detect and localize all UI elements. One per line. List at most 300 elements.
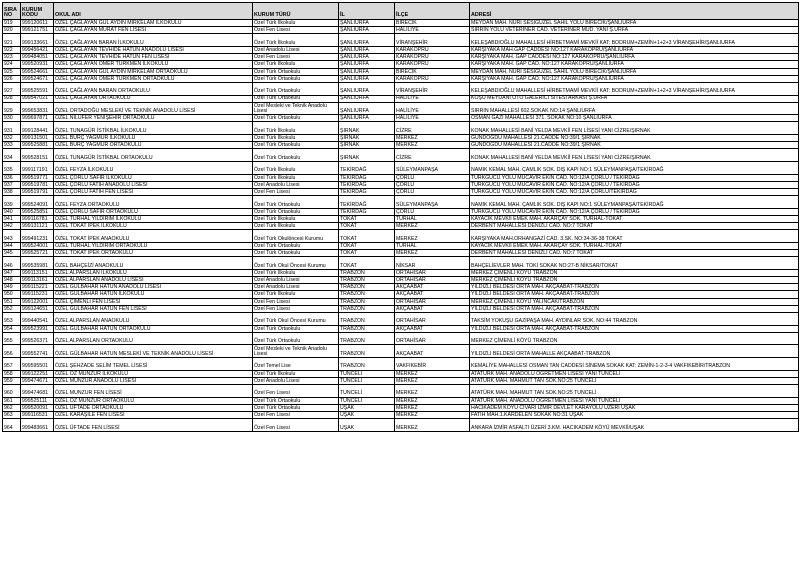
cell-il: ŞIRNAK [339,142,395,149]
cell-il: TUNCELİ [339,384,395,397]
table-row [3,404,799,411]
cell-kurum-kodu: 999133661 [21,34,54,47]
cell-okul-adi: ÖZEL ÇAĞLAYAN TEVHİDE HATUN ANADOLU LİSESİ [54,46,253,53]
cell-ilce: MERKEZ [395,135,470,142]
cell-ilce: MERKEZ [395,397,470,404]
cell-okul-adi: ÖZEL NİLÜFER YENİŞEHİR ORTAOKULU [54,115,253,122]
cell-kurum-kodu: 999524661 [21,68,54,75]
cell-okul-adi: ÖZEL KARAŞİLE FEN LİSESİ [54,411,253,418]
cell-kurum-kodu: 999131501 [21,135,54,142]
cell-sira-no: 938 [3,189,21,196]
table-row [3,122,799,135]
cell-il: ŞIRNAK [339,135,395,142]
cell-sira-no: 941 [3,215,21,222]
table-row [3,149,799,162]
cell-sira-no: 960 [3,384,21,397]
cell-okul-adi: ÖZEL GÜLBAHAR HATUN ANADOLU LİSESİ [54,284,253,291]
cell-okul-adi: ÖZEL TOKAT İPEK İLKOKULU [54,223,253,230]
cell-kurum-turu: Özel Türk Ortaokulu [253,68,339,75]
cell-ilce: ÇORLU [395,189,470,196]
cell-sira-no: 919 [3,20,21,27]
cell-sira-no: 942 [3,223,21,230]
cell-sira-no: 951 [3,298,21,305]
cell-okul-adi: ÖZEL TOKAT İPEK ORTAOKULU [54,250,253,257]
header-sira-no: SIRA NO [3,3,21,20]
cell-kurum-kodu: 999524091 [21,196,54,209]
cell-ilce: HALİLİYE [395,102,470,115]
cell-ilce: BİRECİK [395,68,470,75]
cell-kurum-kodu: 999113151 [21,269,54,276]
cell-kurum-turu: Özel Anadolu Lisesi [253,377,339,384]
cell-adresi: ATATÜRK MAH. ANADOLU ÖĞRETMEN LİSESİ YANI TUNCELİ [470,397,799,404]
cell-okul-adi: ÖZEL ÇAĞLAYAN TEVHİDE HATUN FEN LİSESİ [54,54,253,61]
cell-sira-no: 928 [3,95,21,102]
cell-ilce: BİRECİK [395,20,470,27]
cell-kurum-kodu: 999525851 [21,208,54,215]
cell-okul-adi: ÖZEL ÇORLU SAFİR İLKOKULU [54,174,253,181]
cell-adresi: MEYDAN MAH. NURİ SESİGÜZEL SAHİL YOLU BİRECİK/ŞANLIURFA [470,20,799,27]
cell-sira-no: 945 [3,250,21,257]
cell-okul-adi: ÖZEL TUNAGÜR İSTİKBAL İLKOKULU [54,122,253,135]
cell-il: TEKİRDAĞ [339,162,395,175]
cell-ilce: KARAKÖPRÜ [395,46,470,53]
cell-kurum-turu: Özel Türk Okul Öncesi Kurumu [253,313,339,326]
cell-kurum-kodu: 999519781 [21,181,54,188]
cell-ilce: KARAKÖPRÜ [395,54,470,61]
cell-ilce: ORTAHİSAR [395,277,470,284]
table-header-row [3,3,799,20]
cell-il: ŞIRNAK [339,149,395,162]
cell-kurum-turu: Özel Türk İlkokulu [253,122,339,135]
cell-adresi: HACIKADEM KÖYÜ CİVARI İZMİR DEVLET KARAYOLU ÜZERİ UŞAK [470,404,799,411]
cell-kurum-kodu: 999520091 [21,404,54,411]
header-kurum-turu: KURUM TÜRÜ [253,3,339,20]
cell-kurum-turu: Özel Türk Ortaokulu [253,250,339,257]
cell-adresi: KEMALİYE MAHALLESİ OSMAN TAN CADDESİ SİNEMA SOKAK KAT: ZEMİN-1-2-3-4 VAKFIKEBİR/TRABZON [470,358,799,371]
header-okul-adi: OKUL ADI [54,3,253,20]
table-row [3,411,799,418]
cell-sira-no: 943 [3,230,21,243]
cell-ilce: KARAKÖPRÜ [395,61,470,68]
cell-il: TOKAT [339,250,395,257]
cell-sira-no: 950 [3,291,21,298]
table-row [3,215,799,222]
table-row [3,284,799,291]
cell-adresi: MERKEZ ÇİMENLİ KÖYÜ TRABZON [470,277,799,284]
cell-kurum-turu: Özel Anadolu Lisesi [253,284,339,291]
cell-il: TRABZON [339,325,395,332]
school-list-table [2,2,799,432]
cell-il: UŞAK [339,404,395,411]
cell-ilce: SÜLEYMANPAŞA [395,162,470,175]
cell-okul-adi: ÖZEL ÜFTADE FEN LİSESİ [54,419,253,432]
table-row [3,291,799,298]
cell-kurum-kodu: 999491231 [21,230,54,243]
table-row [3,20,799,27]
cell-ilce: MERKEZ [395,384,470,397]
cell-kurum-kodu: 999519791 [21,189,54,196]
cell-kurum-kodu: 999117191 [21,162,54,175]
cell-ilce: KARAKÖPRÜ [395,75,470,82]
cell-adresi: MERKEZ ÇİMENLİ KÖYÜ TRABZON [470,269,799,276]
cell-sira-no: 930 [3,115,21,122]
table-row [3,135,799,142]
cell-sira-no: 953 [3,313,21,326]
cell-kurum-kodu: 999122001 [21,298,54,305]
cell-okul-adi: ÖZEL GÜLBAHAR HATUN MESLEKİ VE TEKNİK ANADOLU LİSESİ [54,345,253,358]
cell-kurum-turu: Özel Türk Ortaokulu [253,142,339,149]
table-row [3,298,799,305]
cell-sira-no: 944 [3,242,21,249]
cell-adresi: KAYACIK MEVKİİ EMEK MAH. AKARÇAY SOK. TURHAL-TOKAT [470,242,799,249]
cell-kurum-kodu: 999121751 [21,27,54,34]
cell-adresi: DERBENT MAHALLESİ DENİZLİ CAD. NO:7 TOKAT [470,223,799,230]
cell-kurum-kodu: 999524001 [21,242,54,249]
cell-sira-no: 939 [3,196,21,209]
cell-okul-adi: ÖZEL ALPARSLAN İLKOKULU [54,269,253,276]
cell-il: ŞANLIURFA [339,68,395,75]
table-row [3,325,799,332]
cell-kurum-turu: Özel Anadolu Lisesi [253,277,339,284]
table-row [3,345,799,358]
cell-il: TRABZON [339,358,395,371]
table-row [3,75,799,82]
cell-okul-adi: ÖZEL TOKAT İPEK ANAOKULU [54,230,253,243]
cell-kurum-kodu: 999113161 [21,277,54,284]
cell-sira-no: 964 [3,419,21,432]
cell-okul-adi: ÖZEL GÜLBAHAR HATUN ORTAOKULU [54,325,253,332]
cell-sira-no: 957 [3,358,21,371]
cell-il: ŞANLIURFA [339,102,395,115]
cell-sira-no: 963 [3,411,21,418]
cell-adresi: KELEŞABDIOĞLU MAHALLESİ HİRBETMAMİ MEVKİİ KAT: BODRUM+ZEMİN+1+2+3 VİRANŞEHİR/ŞANLIURFA [470,34,799,47]
header-il: İL [339,3,395,20]
cell-kurum-turu: Özel Türk İlkokulu [253,370,339,377]
table-row [3,358,799,371]
cell-adresi: TÜRKGÜCÜ YOLU MÜCAVİR EKİN CAD. NO:12/A ÇORLU / TEKİRDAĞ [470,208,799,215]
cell-sira-no: 954 [3,325,21,332]
cell-il: TOKAT [339,242,395,249]
cell-il: TUNCELİ [339,397,395,404]
cell-sira-no: 921 [3,34,21,47]
cell-il: TOKAT [339,230,395,243]
cell-sira-no: 962 [3,404,21,411]
cell-kurum-turu: Özel Türk İlkokulu [253,20,339,27]
cell-kurum-turu: Özel Türk Ortaokulu [253,115,339,122]
cell-il: ŞANLIURFA [339,34,395,47]
cell-sira-no: 932 [3,135,21,142]
cell-sira-no: 952 [3,305,21,312]
cell-adresi: KARŞIYAKA MAH. GAP CADDESİ NO:127 KARAKÖPRÜ/ŞANLIURFA [470,54,799,61]
cell-il: TEKİRDAĞ [339,189,395,196]
cell-sira-no: 955 [3,332,21,345]
cell-kurum-turu: Özel Türk Ortaokulu [253,149,339,162]
cell-kurum-turu: Özel Fen Lisesi [253,384,339,397]
cell-sira-no: 926 [3,75,21,82]
cell-okul-adi: ÖZEL BURÇ YAĞMUR ORTAOKULU [54,142,253,149]
cell-il: ŞANLIURFA [339,54,395,61]
cell-kurum-kodu: 999519771 [21,174,54,181]
cell-il: TOKAT [339,257,395,270]
cell-kurum-kodu: 999116781 [21,215,54,222]
cell-sira-no: 920 [3,27,21,34]
cell-il: ŞANLIURFA [339,46,395,53]
table-body [3,20,799,432]
cell-sira-no: 948 [3,277,21,284]
cell-kurum-kodu: 999525111 [21,397,54,404]
cell-sira-no: 949 [3,284,21,291]
cell-kurum-turu: Özel Türk Ortaokulu [253,404,339,411]
cell-ilce: NİKSAR [395,257,470,270]
cell-il: ŞANLIURFA [339,61,395,68]
cell-kurum-kodu: 999484051 [21,54,54,61]
cell-kurum-kodu: 999523991 [21,325,54,332]
cell-ilce: CİZRE [395,122,470,135]
cell-il: ŞANLIURFA [339,20,395,27]
cell-kurum-turu: Özel Mesleki ve Teknik Anadolu Lisesi [253,345,339,358]
cell-sira-no: 959 [3,377,21,384]
cell-ilce: MERKEZ [395,419,470,432]
cell-ilce: AKÇAABAT [395,345,470,358]
cell-kurum-turu: Özel Fen Lisesi [253,298,339,305]
table-row [3,68,799,75]
cell-sira-no: 936 [3,174,21,181]
cell-ilce: ÇORLU [395,181,470,188]
cell-adresi: TÜRKGÜCÜ YOLU MÜCAVİR EKİN CAD. NO:12/A ÇORLU/TEKİRDAĞ [470,189,799,196]
cell-adresi: SIRRIN YOLU VETERİNER CAD. VETERİNER MÜD. YANI Ş.URFA [470,27,799,34]
cell-ilce: HALİLİYE [395,115,470,122]
cell-okul-adi: ÖZEL ÜFTADE ORTAOKULU [54,404,253,411]
cell-okul-adi: ÖZEL TURHAL YILDIRIM ORTAOKULU [54,242,253,249]
cell-kurum-kodu: 999474681 [21,384,54,397]
cell-okul-adi: ÖZEL ÇORLU FATİH ANADOLU LİSESİ [54,181,253,188]
cell-ilce: MERKEZ [395,250,470,257]
cell-kurum-turu: Özel Türk Ortaokulu [253,325,339,332]
cell-il: ŞIRNAK [339,122,395,135]
cell-okul-adi: ÖZEL ÖZ MUNZUR ORTAOKULU [54,397,253,404]
cell-il: ŞANLIURFA [339,95,395,102]
table-row [3,61,799,68]
cell-il: TEKİRDAĞ [339,174,395,181]
cell-kurum-kodu: 999535981 [21,257,54,270]
cell-sira-no: 929 [3,102,21,115]
cell-okul-adi: ÖZEL ÇİMENLİ FEN LİSESİ [54,298,253,305]
cell-adresi: ANKARA İZMİR ASFALTI ÜZERİ 3.KM. HACIKADEM KÖYÜ MEVKİİ/UŞAK [470,419,799,432]
cell-sira-no: 956 [3,345,21,358]
cell-okul-adi: ÖZEL GÜLBAHAR HATUN FEN LİSESİ [54,305,253,312]
cell-sira-no: 961 [3,397,21,404]
cell-il: TOKAT [339,215,395,222]
table-row [3,397,799,404]
cell-ilce: VİRANŞEHİR [395,82,470,95]
cell-sira-no: 935 [3,162,21,175]
cell-kurum-turu: Özel Türk Ortaokulu [253,208,339,215]
table-row [3,162,799,175]
cell-il: TRABZON [339,284,395,291]
cell-kurum-kodu: 999124651 [21,305,54,312]
cell-ilce: MERKEZ [395,230,470,243]
cell-kurum-turu: Özel Mesleki ve Teknik Anadolu Lisesi [253,102,339,115]
cell-kurum-turu: Özel Türk İlkokulu [253,162,339,175]
table-row [3,242,799,249]
cell-kurum-turu: Özel Türk Okul Öncesi Kurumu [253,257,339,270]
cell-kurum-turu: Özel Fen Lisesi [253,305,339,312]
cell-kurum-turu: Özel Fen Lisesi [253,27,339,34]
table-row [3,305,799,312]
cell-okul-adi: ÖZEL FEYZA ORTAOKULU [54,196,253,209]
cell-sira-no: 933 [3,142,21,149]
cell-kurum-kodu: 999528151 [21,149,54,162]
cell-kurum-turu: Özel Türk Ortaokulu [253,75,339,82]
table-row [3,142,799,149]
table-row [3,196,799,209]
cell-adresi: YILDIZLI BELDESİ ORTA MAH. AKÇAABAT-TRABZON [470,284,799,291]
table-row [3,174,799,181]
cell-ilce: AKÇAABAT [395,325,470,332]
cell-kurum-turu: Özel Temel Lise [253,358,339,371]
table-row [3,250,799,257]
cell-sira-no: 958 [3,370,21,377]
cell-sira-no: 946 [3,257,21,270]
cell-kurum-kodu: 999526371 [21,332,54,345]
table-row [3,82,799,95]
cell-kurum-turu: Özel Türk Ortaokulu [253,332,339,345]
cell-il: TRABZON [339,277,395,284]
cell-ilce: ORTAHİSAR [395,313,470,326]
cell-sira-no: 922 [3,46,21,53]
cell-kurum-kodu: 999131121 [21,223,54,230]
cell-kurum-turu: Özel Türk Ortaokulu [253,82,339,95]
cell-ilce: ÇORLU [395,208,470,215]
cell-kurum-kodu: 999525721 [21,250,54,257]
cell-adresi: TÜRKGÜCÜ YOLU MÜCAVİR EKİN CAD. NO:12/A ÇORLU / TEKİRDAĞ [470,181,799,188]
cell-adresi: KARŞIYAKA MAH. GAP CAD. NO:127 KARAKÖPRÜ/ŞANLIURFA [470,61,799,68]
cell-adresi: KARŞIYAKA MAH.ORHANGAZİ CAD. 3.SK. NO:34-36-38 TOKAT [470,230,799,243]
table-row [3,230,799,243]
cell-okul-adi: ÖZEL ALPARSLAN ORTAOKULU [54,332,253,345]
cell-il: TUNCELİ [339,370,395,377]
cell-adresi: GÜNDOĞDU MAHALLESİ 21.CADDE NO:39/1 ŞIRNAK [470,142,799,149]
cell-ilce: TURHAL [395,215,470,222]
cell-adresi: YILDIZLI BELDESİ ORTA MAHALLE AKÇAABAT-TRABZON [470,345,799,358]
cell-il: TRABZON [339,313,395,326]
cell-adresi: BAHÇELİEVLER MAH. TOKİ SOKAK NO:27-B NİKSAR/TOKAT [470,257,799,270]
cell-ilce: TURHAL [395,242,470,249]
cell-ilce: MERKEZ [395,411,470,418]
cell-kurum-turu: Özel Anadolu Lisesi [253,46,339,53]
table-row [3,34,799,47]
cell-kurum-kodu: 999547021 [21,95,54,102]
cell-adresi: GÜNDOĞDU MAHALLESİ 21.CADDE NO:39/1 ŞIRNAK [470,135,799,142]
table-row [3,419,799,432]
cell-kurum-turu: Özel Fen Lisesi [253,189,339,196]
cell-adresi: ATATÜRK MAH. MAHMUT TAN SOK.NO:25 TUNCELİ [470,384,799,397]
table-row [3,115,799,122]
cell-adresi: YILDIZLI BELDESİ ORTA MAH. AKÇAABAT-TRABZON [470,305,799,312]
cell-kurum-kodu: 999474671 [21,377,54,384]
cell-il: TUNCELİ [339,377,395,384]
cell-adresi: DERBENT MAHALLESİ DENİZLİ CAD. NO:7 TOKAT [470,250,799,257]
cell-okul-adi: ÖZEL ÇAĞLAYAN GÜL AYDIN MİRKELAM İLKOKULU [54,20,253,27]
cell-sira-no: 947 [3,269,21,276]
cell-sira-no: 927 [3,82,21,95]
cell-okul-adi: ÖZEL ÇAĞLAYAN BARAN ORTAOKULU [54,82,253,95]
cell-kurum-turu: Özel Türk İlkokulu [253,61,339,68]
cell-adresi: NAMIK KEMAL MAH. ÇAMLIK SOK. DIŞ KAPI NO:1 SÜLEYMANPAŞA/TEKİRDAĞ [470,196,799,209]
cell-adresi: OSMAN GAZİ MAHALLESİ 371. SOKAK NO:10 ŞANLIURFA [470,115,799,122]
cell-kurum-turu: Özel Fen Lisesi [253,54,339,61]
cell-kurum-kodu: 999595501 [21,358,54,371]
cell-sira-no: 924 [3,61,21,68]
cell-okul-adi: ÖZEL MUNZUR FEN LİSESİ [54,384,253,397]
cell-adresi: KONAK MAHALLESİ BANİ YELDA MEVKİİ FEN LİSESİ YANI CİZRE/ŞIRNAK [470,149,799,162]
header-kurum-kodu: KURUM KODU [21,3,54,20]
cell-adresi: TÜRKGÜCÜ YOLU MÜCAVİR EKİN CAD. NO:12/A ÇORLU / TEKİRDAĞ [470,174,799,181]
cell-adresi: SIRRIN MAHALLESİ 602.SOKAK NO:14 ŞANLIURFA [470,102,799,115]
cell-adresi: KARŞIYAKA MAH. GAP CAD. NO:127 KARAKÖPRÜ/ŞANLIURFA [470,75,799,82]
cell-adresi: KOŞU MEYDANI OTO GALERİCİ SİTESİ ARKASI Ş.URFA [470,95,799,102]
cell-sira-no: 931 [3,122,21,135]
table-row [3,27,799,34]
cell-adresi: MEYDAN MAH. NURİ SESİGÜZEL SAHİL YOLU BİRECİK/ŞANLIURFA [470,68,799,75]
cell-ilce: MERKEZ [395,223,470,230]
cell-il: UŞAK [339,411,395,418]
cell-kurum-turu: Özel Türk Ortaokulu [253,196,339,209]
table-row [3,95,799,102]
cell-sira-no: 925 [3,68,21,75]
cell-okul-adi: ÖZEL ALPARSLAN ANADOLU LİSESİ [54,277,253,284]
cell-kurum-turu: Özel Anadolu Lisesi [253,181,339,188]
cell-il: TEKİRDAĞ [339,181,395,188]
cell-kurum-kodu: 999116531 [21,411,54,418]
cell-adresi: MERKEZ ÇİMENLİ KÖYÜ TRABZON [470,332,799,345]
cell-kurum-turu: Özel Türk İlkokulu [253,269,339,276]
table-row [3,313,799,326]
cell-okul-adi: ÖZEL ÇAĞLAYAN ÖMER TÜRKMEN ORTAOKULU [54,75,253,82]
table-row [3,181,799,188]
cell-ilce: MERKEZ [395,404,470,411]
cell-il: ŞANLIURFA [339,82,395,95]
cell-okul-adi: ÖZEL ALPARSLAN ANAOKULU [54,313,253,326]
cell-ilce: VAKFIKEBİR [395,358,470,371]
cell-sira-no: 937 [3,181,21,188]
cell-il: TRABZON [339,332,395,345]
cell-ilce: MERKEZ [395,142,470,149]
cell-kurum-turu: Özel Türk Ortaokulu [253,397,339,404]
cell-kurum-kodu: 999525591 [21,82,54,95]
table-row [3,257,799,270]
cell-okul-adi: ÖZEL ÇORLU FATİH FEN LİSESİ [54,189,253,196]
cell-kurum-kodu: 999525881 [21,142,54,149]
cell-kurum-kodu: 999520931 [21,61,54,68]
cell-il: UŞAK [339,419,395,432]
cell-il: ŞANLIURFA [339,75,395,82]
cell-il: TRABZON [339,298,395,305]
cell-il: TEKİRDAĞ [339,196,395,209]
cell-kurum-turu: Özel Türk Okulöncesi Kurumu [253,230,339,243]
cell-adresi: FATİH MAH.1.KARDELEN SOKAK NO:31 UŞAK [470,411,799,418]
cell-okul-adi: ÖZEL FEYZA İLKOKULU [54,162,253,175]
cell-okul-adi: ÖZEL TURHAL YILDIRIM İLKOKULU [54,215,253,222]
cell-kurum-turu: Özel Türk İlkokulu [253,291,339,298]
cell-ilce: SÜLEYMANPAŞA [395,196,470,209]
cell-kurum-kodu: 999552741 [21,345,54,358]
cell-adresi: MERKEZ ÇİMENLİ KÖYÜ YALINCAK/TRABZON [470,298,799,305]
cell-sira-no: 934 [3,149,21,162]
cell-okul-adi: ÖZEL ÇAĞLAYAN ÖMER TÜRKMEN İLKOKULU [54,61,253,68]
cell-il: TRABZON [339,345,395,358]
cell-adresi: KARŞIYAKA MAH.GAP CADDESİ NO:127 KARAKÖPRÜ/ŞANLIURFA [470,46,799,53]
